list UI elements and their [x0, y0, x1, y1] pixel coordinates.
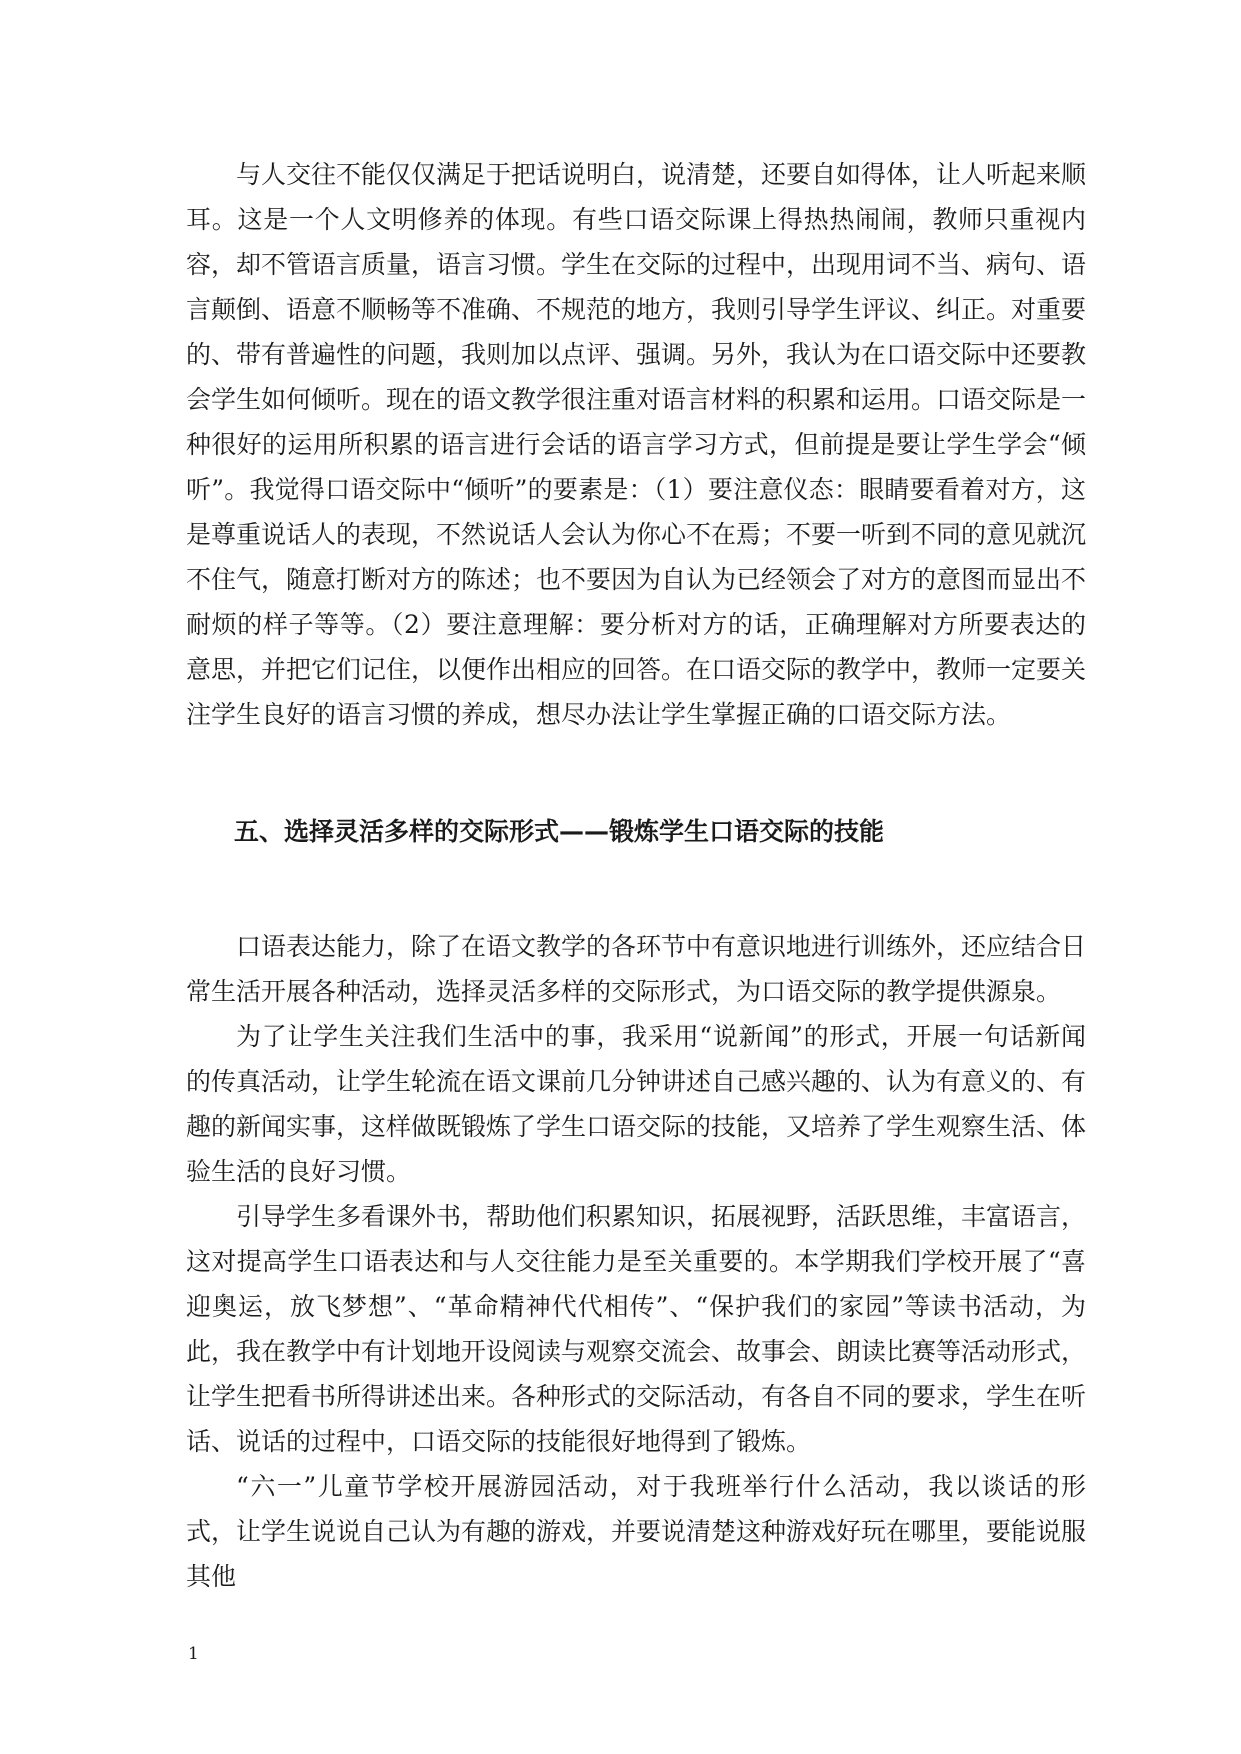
paragraph-oral-expression: 口语表达能力，除了在语文教学的各环节中有意识地进行训练外，还应结合日常生活开展各种活动，选择灵活多样的交际形式，为口语交际的教学提供源泉。	[186, 932, 1087, 1006]
document-body	[186, 152, 1086, 1599]
paragraph-news: 为了让学生关注我们生活中的事，我采用“说新闻”的形式，开展一句话新闻的传真活动，让学生轮流在语文课前几分钟讲述自己感兴趣的、认为有意义的、有趣的新闻实事，这样做既锻炼了学生口语交际的技能，又培养了学生观察生活、体验生活的良好习惯。	[186, 1022, 1087, 1186]
paragraph-reading: 引导学生多看课外书，帮助他们积累知识，拓展视野，活跃思维，丰富语言，这对提高学生口语表达和与人交往能力是至关重要的。本学期我们学校开展了“喜迎奥运，放飞梦想”、“革命精神代代相传”、“保护我们的家园”等读书活动，为此，我在教学中有计划地开设阅读与观察交流会、故事会、朗读比赛等活动形式，让学生把看书所得讲述出来。各种形式的交际活动，有各自不同的要求，学生在听话、说话的过程中，口语交际的技能很好地得到了锻炼。	[186, 1202, 1087, 1456]
section-heading: 五、选择灵活多样的交际形式——锻炼学生口语交际的技能	[234, 817, 885, 846]
paragraph-listening: 与人交往不能仅仅满足于把话说明白，说清楚，还要自如得体，让人听起来顺耳。这是一个人文明修养的体现。有些口语交际课上得热热闹闹，教师只重视内容，却不管语言质量，语言习惯。学生在交际的过程中，出现用词不当、病句、语言颠倒、语意不顺畅等不准确、不规范的地方，我则引导学生评议、纠正。对重要的、带有普遍性的问题，我则加以点评、强调。另外，我认为在口语交际中还要教会学生如何倾听。现在的语文教学很注重对语言材料的积累和运用。口语交际是一种很好的运用所积累的语言进行会话的语言学习方式，但前提是要让学生学会“倾听”。我觉得口语交际中“倾听”的要素是：（1）要注意仪态：眼睛要看着对方，这是尊重说话人的表现，不然说话人会认为你心不在焉；不要一听到不同的意见就沉不住气，随意打断对方的陈述；也不要因为自认为已经领会了对方的意图而显出不耐烦的样子等等。（2）要注意理解：要分析对方的话，正确理解对方所要表达的意思，并把它们记住，以便作出相应的回答。在口语交际的教学中，教师一定要关注学生良好的语言习惯的养成，想尽办法让学生掌握正确的口语交际方法。	[186, 160, 1087, 729]
page-number: 1	[188, 1644, 199, 1664]
paragraph-childrens-day: “六一”儿童节学校开展游园活动，对于我班举行什么活动，我以谈话的形式，让学生说说自己认为有趣的游戏，并要说清楚这种游戏好玩在哪里，要能说服其他	[186, 1472, 1087, 1591]
